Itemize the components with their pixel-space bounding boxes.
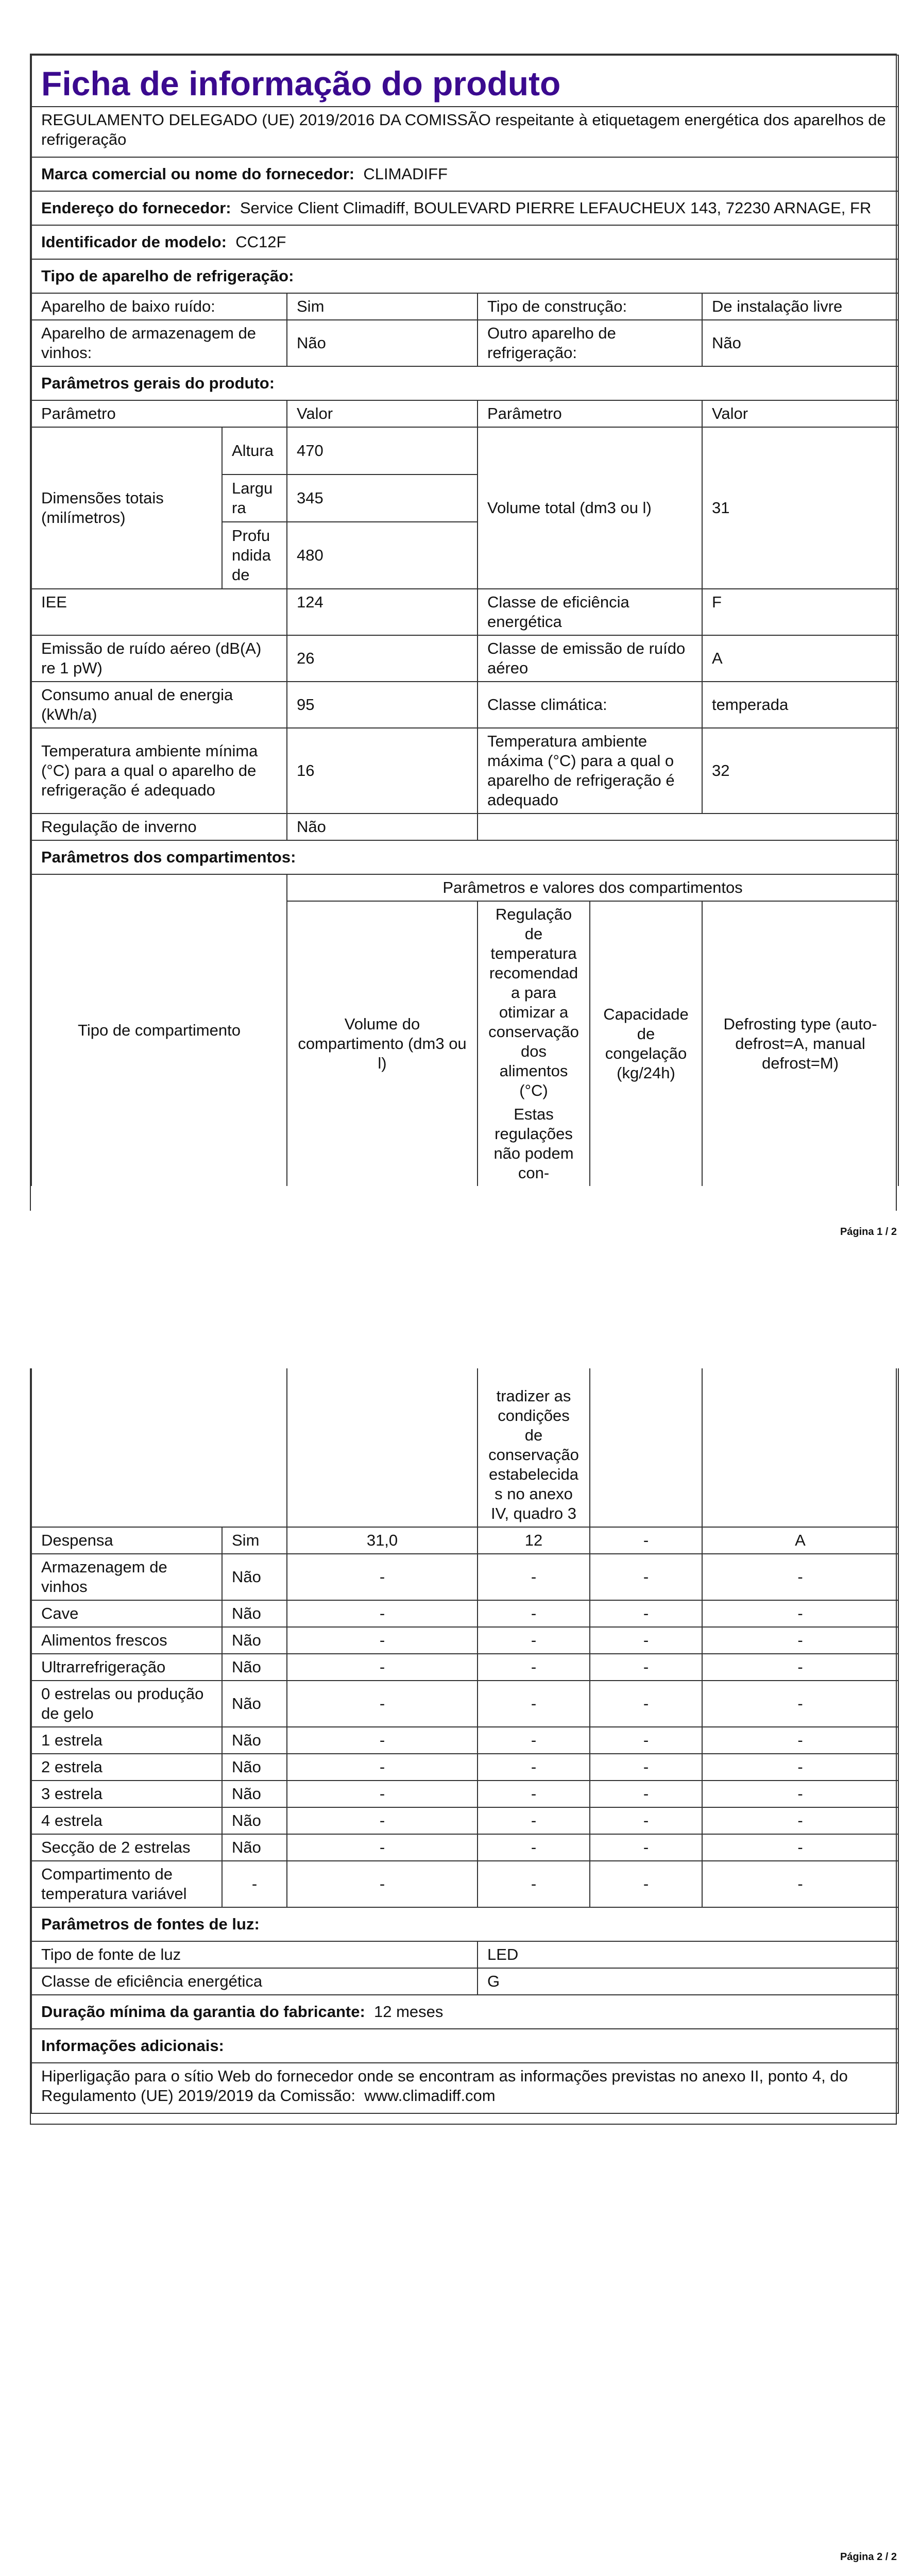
min-temp-label: Temperatura ambiente mínima (°C) para a qual o aparelho de refrigeração é adequado — [31, 728, 287, 814]
low-noise-label: Aparelho de baixo ruído: — [31, 293, 287, 320]
compartment-volume: 31,0 — [287, 1527, 478, 1554]
compartment-freeze: - — [590, 1727, 702, 1754]
compartment-present: Não — [222, 1627, 287, 1654]
compartment-defrost: - — [702, 1754, 898, 1781]
model-row — [31, 225, 898, 259]
height-label: Altura — [222, 427, 287, 474]
compartment-freeze: - — [590, 1654, 702, 1681]
eei-label: IEE — [31, 589, 287, 635]
compartment-defrost: - — [702, 1861, 898, 1907]
noise-class-value: A — [702, 635, 898, 682]
compartment-type-header: Tipo de compartimento — [31, 874, 287, 1186]
additional-info-row — [31, 2063, 898, 2113]
page-number-1: Página 1 / 2 — [840, 1226, 897, 1238]
compartment-present: Não — [222, 1600, 287, 1627]
compartment-present: Não — [222, 1727, 287, 1754]
compartment-freeze: - — [590, 1807, 702, 1834]
compartment-freeze: - — [590, 1834, 702, 1861]
address-value: Service Client Climadiff, BOULEVARD PIERRE LEFAUCHEUX 143, 72230 ARNAGE, FR — [240, 199, 872, 217]
compartment-volume: - — [287, 1554, 478, 1600]
compartment-defrost-header: Defrosting type (auto-defrost=A, manual defrost=M) — [702, 901, 898, 1186]
eei-value: 124 — [287, 589, 478, 635]
compartment-temp: - — [478, 1554, 590, 1600]
climate-class-value: temperada — [702, 682, 898, 728]
compartment-present: Não — [222, 1834, 287, 1861]
supplier-brand-row — [31, 157, 898, 191]
compartment-name: Alimentos frescos — [31, 1627, 222, 1654]
wine-appliance-value: Não — [287, 320, 478, 366]
compartment-present: Não — [222, 1754, 287, 1781]
compartments-header: Parâmetros dos compartimentos: — [31, 840, 898, 874]
construction-value: De instalação livre — [702, 293, 898, 320]
product-sheet-table-page-2 — [31, 1368, 899, 2114]
page-title: Ficha de informação do produto — [31, 55, 898, 107]
min-temp-value: 16 — [287, 728, 478, 814]
compartment-freeze: - — [590, 1627, 702, 1654]
compartment-temp: 12 — [478, 1527, 590, 1554]
compartment-present: Não — [222, 1654, 287, 1681]
compartment-temp: - — [478, 1627, 590, 1654]
low-noise-value: Sim — [287, 293, 478, 320]
compartment-temp: - — [478, 1781, 590, 1807]
compartment-volume: - — [287, 1754, 478, 1781]
compartment-volume: - — [287, 1681, 478, 1727]
total-volume-value: 31 — [702, 427, 898, 589]
compartment-present: - — [222, 1861, 287, 1907]
depth-value: 480 — [287, 522, 478, 589]
compartment-row — [31, 1554, 898, 1600]
dimensions-label: Dimensões totais (milímetros) — [31, 427, 222, 589]
compartment-temp: - — [478, 1600, 590, 1627]
width-label: Largura — [222, 474, 287, 522]
efficiency-class-value: F — [702, 589, 898, 635]
brand-label: Marca comercial ou nome do fornecedor: — [41, 165, 355, 183]
compartment-freeze: - — [590, 1554, 702, 1600]
compartment-defrost: A — [702, 1527, 898, 1554]
compartment-volume-header-cont — [287, 1368, 478, 1527]
compartment-temp: - — [478, 1654, 590, 1681]
max-temp-label: Temperatura ambiente máxima (°C) para a qual o aparelho de refrigeração é adequado — [478, 728, 702, 814]
compartment-row — [31, 1834, 898, 1861]
light-class-label: Classe de eficiência energética — [31, 1968, 478, 1995]
compartment-name: Cave — [31, 1600, 222, 1627]
other-appliance-value: Não — [702, 320, 898, 366]
light-type-value: LED — [478, 1941, 898, 1968]
col-header-value: Valor — [287, 400, 478, 427]
compartment-volume: - — [287, 1654, 478, 1681]
compartment-freeze-header: Capacidade de congelação (kg/24h) — [590, 901, 702, 1186]
compartment-name: Compartimento de temperatura variável — [31, 1861, 222, 1907]
compartment-volume: - — [287, 1727, 478, 1754]
compartment-freeze: - — [590, 1754, 702, 1781]
compartment-defrost: - — [702, 1834, 898, 1861]
compartment-freeze: - — [590, 1861, 702, 1907]
compartment-row — [31, 1754, 898, 1781]
compartment-defrost: - — [702, 1654, 898, 1681]
compartment-name: 3 estrela — [31, 1781, 222, 1807]
model-label: Identificador de modelo: — [41, 233, 227, 251]
height-value: 470 — [287, 427, 478, 474]
compartment-name: 0 estrelas ou produção de gelo — [31, 1681, 222, 1727]
additional-info-text: Hiperligação para o sítio Web do fornecedor onde se encontram as informações previstas no anexo II, ponto 4, do Regulamento (UE) 2019/2019 da Comissão: — [41, 2067, 848, 2105]
temp-header-part-3: tradizer as condições de conservação estabelecidas no anexo IV, quadro 3 — [478, 1368, 590, 1527]
climate-class-label: Classe climática: — [478, 682, 702, 728]
compartment-name: Secção de 2 estrelas — [31, 1834, 222, 1861]
compartment-volume-header: Volume do compartimento (dm3 ou l) — [287, 901, 478, 1186]
compartment-name: Armazenagem de vinhos — [31, 1554, 222, 1600]
compartment-defrost: - — [702, 1554, 898, 1600]
noise-class-label: Classe de emissão de ruído aéreo — [478, 635, 702, 682]
temp-header-part-2: Estas regulações não podem con- — [493, 1105, 574, 1182]
warranty-row — [31, 1995, 898, 2029]
compartment-row — [31, 1654, 898, 1681]
col-header-param: Parâmetro — [31, 400, 287, 427]
compartment-temp: - — [478, 1834, 590, 1861]
compartment-row — [31, 1600, 898, 1627]
appliance-type-header: Tipo de aparelho de refrigeração: — [31, 259, 898, 293]
compartment-row — [31, 1627, 898, 1654]
compartment-name: 1 estrela — [31, 1727, 222, 1754]
supplier-website-link[interactable]: www.climadiff.com — [364, 2087, 496, 2105]
light-type-label: Tipo de fonte de luz — [31, 1941, 478, 1968]
compartment-temp-header — [478, 901, 590, 1186]
noise-emission-label: Emissão de ruído aéreo (dB(A) re 1 pW) — [31, 635, 287, 682]
winter-setting-value: Não — [287, 814, 478, 840]
winter-setting-empty — [478, 814, 898, 840]
temp-header-part-1: Regulação de temperatura recomendada para otimizar a conservação dos alimentos (°C) — [488, 905, 579, 1099]
max-temp-value: 32 — [702, 728, 898, 814]
compartment-temp: - — [478, 1681, 590, 1727]
compartment-defrost-header-cont — [702, 1368, 898, 1527]
construction-label: Tipo de construção: — [478, 293, 702, 320]
compartment-present: Não — [222, 1554, 287, 1600]
compartment-row — [31, 1527, 898, 1554]
annual-energy-value: 95 — [287, 682, 478, 728]
efficiency-class-label: Classe de eficiência energética — [478, 589, 702, 635]
compartment-present: Não — [222, 1681, 287, 1727]
regulation-text: REGULAMENTO DELEGADO (UE) 2019/2016 DA COMISSÃO respeitante à etiquetagem energética dos aparelhos de refrigeração — [31, 107, 898, 157]
compartment-row — [31, 1807, 898, 1834]
compartment-type-header-cont — [31, 1368, 287, 1527]
annual-energy-label: Consumo anual de energia (kWh/a) — [31, 682, 287, 728]
compartment-volume: - — [287, 1861, 478, 1907]
compartment-defrost: - — [702, 1781, 898, 1807]
model-value: CC12F — [235, 233, 286, 251]
compartment-temp: - — [478, 1807, 590, 1834]
compartment-temp: - — [478, 1861, 590, 1907]
winter-setting-label: Regulação de inverno — [31, 814, 287, 840]
compartment-volume: - — [287, 1834, 478, 1861]
compartment-rows — [31, 1527, 898, 1907]
compartment-present: Não — [222, 1807, 287, 1834]
product-sheet-table-page-1 — [31, 55, 899, 1186]
brand-value: CLIMADIFF — [363, 165, 448, 183]
compartment-defrost: - — [702, 1627, 898, 1654]
compartment-defrost: - — [702, 1807, 898, 1834]
additional-info-header: Informações adicionais: — [31, 2029, 898, 2063]
compartment-freeze: - — [590, 1600, 702, 1627]
compartment-defrost: - — [702, 1600, 898, 1627]
compartment-temp: - — [478, 1727, 590, 1754]
col-header-value-2: Valor — [702, 400, 898, 427]
compartment-name: 4 estrela — [31, 1807, 222, 1834]
page-number-2: Página 2 / 2 — [840, 2551, 897, 2563]
address-label: Endereço do fornecedor: — [41, 199, 231, 217]
compartment-volume: - — [287, 1807, 478, 1834]
compartment-volume: - — [287, 1781, 478, 1807]
warranty-label: Duração mínima da garantia do fabricante: — [41, 2003, 365, 2021]
compartment-freeze: - — [590, 1781, 702, 1807]
compartment-defrost: - — [702, 1727, 898, 1754]
compartment-name: 2 estrela — [31, 1754, 222, 1781]
warranty-value: 12 meses — [374, 2003, 444, 2021]
compartment-volume: - — [287, 1627, 478, 1654]
light-params-header: Parâmetros de fontes de luz: — [31, 1907, 898, 1941]
compartment-row — [31, 1681, 898, 1727]
noise-emission-value: 26 — [287, 635, 478, 682]
other-appliance-label: Outro aparelho de refrigeração: — [478, 320, 702, 366]
compartment-temp: - — [478, 1754, 590, 1781]
depth-label: Profundidade — [222, 522, 287, 589]
compartment-row — [31, 1781, 898, 1807]
compartment-freeze: - — [590, 1681, 702, 1727]
supplier-address-row — [31, 191, 898, 225]
compartment-name: Despensa — [31, 1527, 222, 1554]
compartment-freeze: - — [590, 1527, 702, 1554]
compartment-volume: - — [287, 1600, 478, 1627]
col-header-param-2: Parâmetro — [478, 400, 702, 427]
compartment-row — [31, 1861, 898, 1907]
compartment-defrost: - — [702, 1681, 898, 1727]
compartment-freeze-header-cont — [590, 1368, 702, 1527]
compartment-present: Sim — [222, 1527, 287, 1554]
compartment-params-group-header: Parâmetros e valores dos compartimentos — [287, 874, 898, 901]
compartment-present: Não — [222, 1781, 287, 1807]
wine-appliance-label: Aparelho de armazenagem de vinhos: — [31, 320, 287, 366]
compartment-row — [31, 1727, 898, 1754]
page-1-frame — [30, 54, 897, 1211]
compartment-name: Ultrarrefrigeração — [31, 1654, 222, 1681]
total-volume-label: Volume total (dm3 ou l) — [478, 427, 702, 589]
general-params-header: Parâmetros gerais do produto: — [31, 366, 898, 400]
light-class-value: G — [478, 1968, 898, 1995]
width-value: 345 — [287, 474, 478, 522]
page-2-frame — [30, 1368, 897, 2125]
